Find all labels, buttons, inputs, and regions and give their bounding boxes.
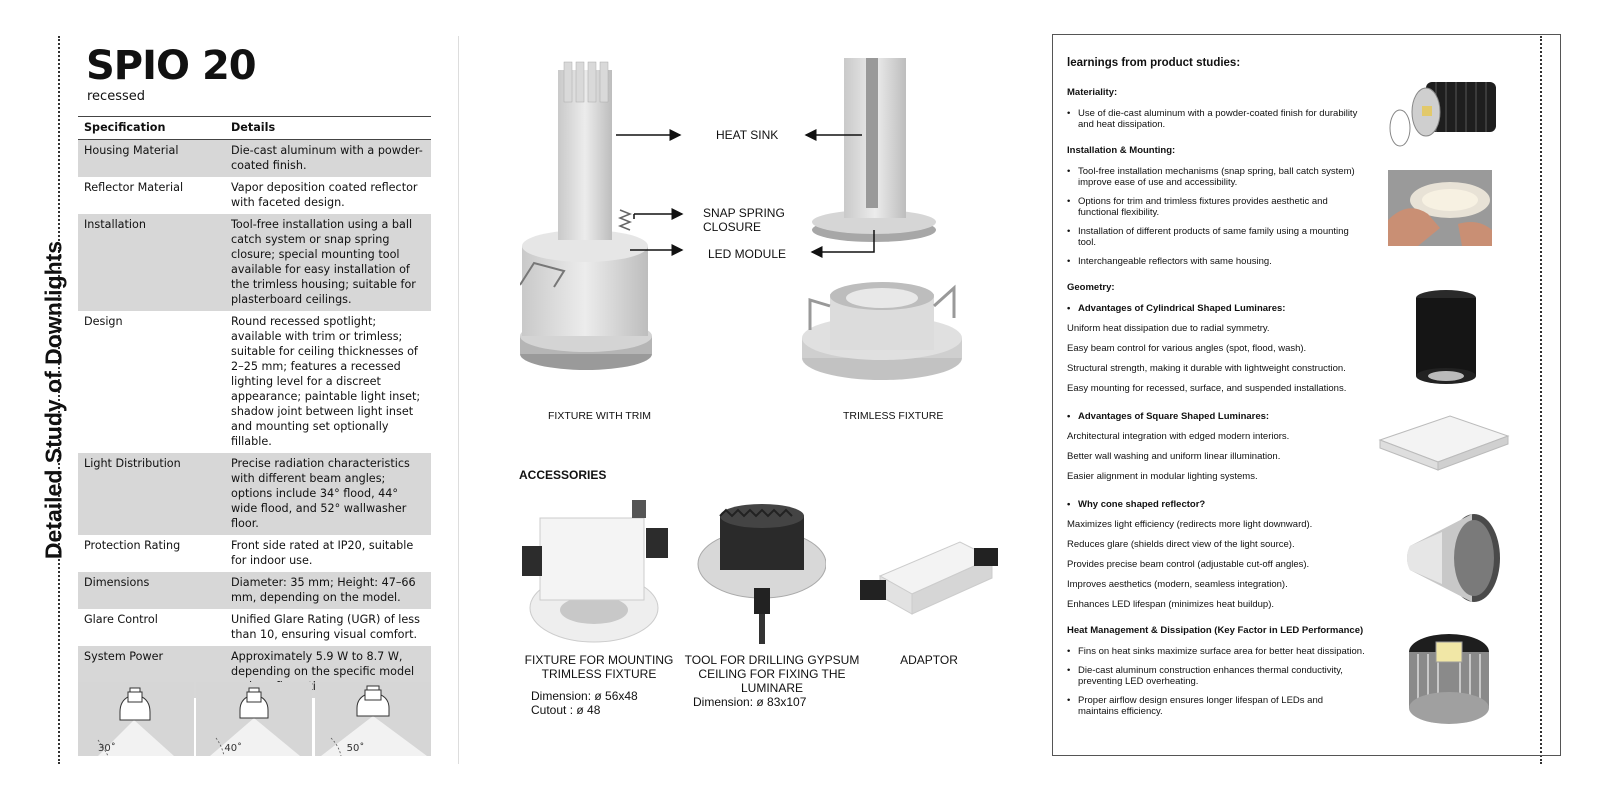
accessory-1-caption	[524, 653, 674, 681]
learnings-title: learnings from product studies:	[1067, 57, 1241, 69]
drilling-tool-illustration	[696, 498, 826, 648]
spec-key: Housing Material	[78, 140, 225, 178]
table-row	[78, 453, 431, 535]
accessory-2-caption-line: LUMINARE	[740, 681, 803, 695]
heatsink-thumbnail	[1404, 630, 1494, 730]
spec-key: Dimensions	[78, 572, 225, 609]
accessory-2-caption	[684, 653, 860, 695]
beam-angle-label: 40˚	[224, 743, 243, 754]
list-item: • Installation of different products of same family using a mounting tool.	[1067, 226, 1365, 248]
label-led-module: LED MODULE	[708, 247, 787, 261]
geometry-section	[1067, 282, 1365, 610]
installation-photo-thumbnail	[1388, 170, 1492, 246]
spec-table	[78, 116, 431, 698]
list-item: Easier alignment in modular lighting systems.	[1067, 471, 1258, 482]
accessories-heading: ACCESSORIES	[519, 468, 607, 482]
vertical-title-text: Detailed Study of Downlights	[40, 240, 67, 560]
product-name: SPIO 20	[86, 43, 256, 89]
accessory-2-caption-line: TOOL FOR DRILLING GYPSUM	[684, 653, 860, 667]
caption-trimless-fixture: TRIMLESS FIXTURE	[843, 410, 944, 422]
spec-value: Precise radiation characteristics with different beam angles; options include 34° flood, 44° wide flood, and 52° wallwasher floor.	[225, 453, 431, 535]
label-closure: CLOSURE	[703, 220, 762, 234]
spec-key: Light Distribution	[78, 453, 225, 535]
spec-value: Vapor deposition coated reflector with faceted design.	[231, 181, 418, 209]
accessory-1-cutout: Cutout : ø 48	[531, 703, 601, 717]
list-item: Architectural integration with edged modern interiors.	[1067, 431, 1290, 442]
panel-divider	[458, 36, 459, 764]
spec-value: Diameter: 35 mm; Height: 47–66 mm, depending on the model.	[225, 572, 431, 609]
spec-header-details: Details	[225, 117, 431, 140]
table-row	[78, 572, 431, 609]
table-row	[78, 214, 431, 311]
square-luminaire-thumbnail	[1374, 410, 1514, 474]
beam-angle-diagrams	[78, 682, 431, 756]
list-item: Easy mounting for recessed, surface, and suspended installations.	[1067, 383, 1347, 394]
list-item: • Fins on heat sinks maximize surface area for better heat dissipation.	[1067, 646, 1365, 657]
installation-heading: Installation & Mounting:	[1067, 145, 1176, 156]
heat-heading: Heat Management & Dissipation (Key Factor in LED Performance)	[1067, 625, 1364, 636]
adaptor-illustration	[860, 536, 1000, 626]
spec-value: Front side rated at IP20, suitable for indoor use.	[231, 539, 414, 567]
accessory-1-dimension: Dimension: ø 56x48	[531, 689, 638, 703]
list-item: • Proper airflow design ensures longer lifespan of LEDs and maintains efficiency.	[1067, 695, 1365, 717]
square-heading: • Advantages of Square Shaped Luminares:	[1067, 411, 1365, 422]
beam-angle-label: 30˚	[98, 743, 116, 754]
spec-key: Reflector Material	[84, 181, 184, 194]
list-item: • Tool-free installation mechanisms (snap spring, ball catch system) improve ease of use and accessibility.	[1067, 166, 1365, 188]
spec-value: Round recessed spotlight; available with trim or trimless; suitable for ceiling thicknesses of 2–25 mm; features a recessed lighting level for a discreet appearance; paintable light inset; shadow joint between light inset and mounting set optionally fillable.	[231, 315, 421, 448]
accessory-2-dimension: Dimension: ø 83x107	[693, 695, 807, 709]
list-item: Uniform heat dissipation due to radial symmetry.	[1067, 323, 1270, 334]
mounting-fixture-illustration	[522, 498, 672, 648]
product-subtitle: recessed	[87, 89, 145, 104]
spec-key: System Power	[78, 646, 225, 698]
list-item: Enhances LED lifespan (minimizes heat buildup).	[1067, 599, 1274, 610]
spec-value: Unified Glare Rating (UGR) of less than 10, ensuring visual comfort.	[231, 613, 420, 641]
table-row	[78, 535, 431, 572]
list-item: Maximizes light efficiency (redirects more light downward).	[1067, 519, 1313, 530]
accessory-1-caption-line: FIXTURE FOR MOUNTING	[524, 653, 674, 667]
list-item: Easy beam control for various angles (spot, flood, wash).	[1067, 343, 1307, 354]
accessory-1-dimensions	[531, 689, 638, 717]
spec-header-row	[78, 117, 431, 140]
beam-diagram-50	[315, 682, 431, 756]
spec-key: Installation	[78, 214, 225, 311]
spec-value: Die-cast aluminum with a powder-coated finish.	[225, 140, 431, 178]
spec-key: Design	[84, 315, 123, 328]
list-item: Provides precise beam control (adjustable cut-off angles).	[1067, 559, 1310, 570]
materiality-section	[1067, 87, 1365, 130]
cone-reflector-thumbnail	[1402, 512, 1506, 604]
materiality-heading: Materiality:	[1067, 87, 1118, 98]
accessory-3-caption: ADAPTOR	[900, 653, 958, 667]
spec-value: Tool-free installation using a ball catch system or snap spring closure; special mounting tool available for easy installation of the trimless housing; suitable for plasterboard ceilings.	[225, 214, 431, 311]
installation-section	[1067, 145, 1365, 267]
list-item: • Use of die-cast aluminum with a powder-coated finish for durability and heat dissipation.	[1067, 108, 1365, 130]
table-row	[78, 311, 431, 453]
list-item: Improves aesthetics (modern, seamless integration).	[1067, 579, 1288, 590]
cone-heading: • Why cone shaped reflector?	[1067, 499, 1365, 510]
table-row	[78, 177, 431, 214]
list-item: Better wall washing and uniform linear illumination.	[1067, 451, 1281, 462]
heatsink-exploded-thumbnail	[1386, 72, 1506, 152]
label-snap-spring: SNAP SPRING	[703, 206, 785, 220]
accessory-2-caption-line: CEILING FOR FIXING THE	[698, 667, 846, 681]
beam-diagram-30	[78, 682, 194, 756]
list-item: Reduces glare (shields direct view of the light source).	[1067, 539, 1295, 550]
beam-angle-label: 50˚	[346, 743, 365, 754]
accessory-1-caption-line: TRIMLESS FIXTURE	[541, 667, 657, 681]
learnings-text	[1067, 58, 1365, 732]
list-item: • Options for trim and trimless fixtures provides aesthetic and functional flexibility.	[1067, 196, 1365, 218]
list-item: • Interchangeable reflectors with same housing.	[1067, 256, 1365, 267]
list-item: • Die-cast aluminum construction enhances thermal conductivity, preventing LED overheating.	[1067, 665, 1365, 687]
spec-key: Protection Rating	[84, 539, 181, 552]
cylindrical-heading: • Advantages of Cylindrical Shaped Luminares:	[1067, 303, 1365, 314]
beam-diagram-40	[196, 682, 312, 756]
spec-header-specification: Specification	[78, 117, 225, 140]
caption-fixture-with-trim: FIXTURE WITH TRIM	[548, 410, 652, 422]
geometry-heading: Geometry:	[1067, 282, 1115, 293]
label-heat-sink: HEAT SINK	[716, 128, 779, 142]
table-row	[78, 140, 431, 178]
spec-key: Glare Control	[84, 613, 158, 626]
list-item: Structural strength, making it durable with lightweight construction.	[1067, 363, 1346, 374]
spec-value: Approximately 5.9 W to 8.7 W, depending on the specific model	[225, 646, 431, 698]
heat-section	[1067, 625, 1365, 717]
trimless-fixture-illustration	[792, 266, 972, 396]
cylindrical-luminaire-thumbnail	[1414, 288, 1478, 388]
table-row	[78, 609, 431, 646]
